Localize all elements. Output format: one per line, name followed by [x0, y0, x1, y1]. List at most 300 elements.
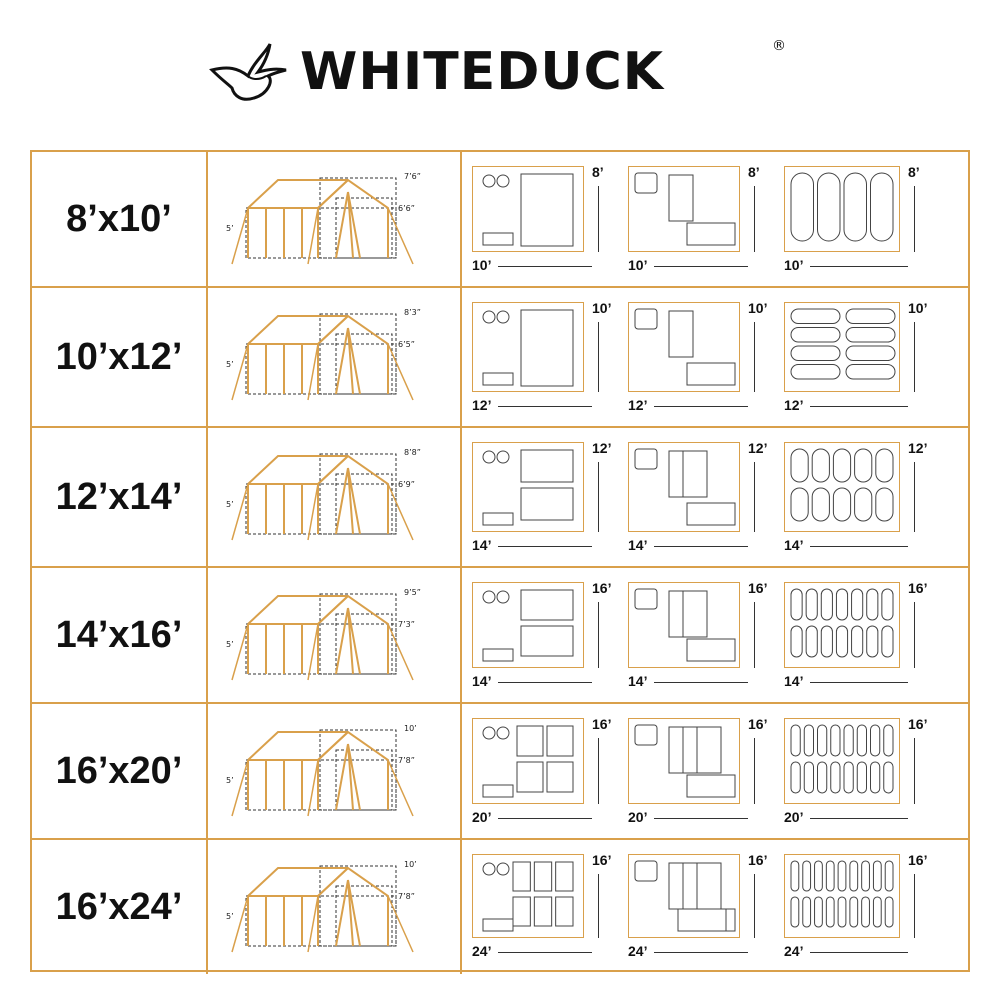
depth-dimension-line — [598, 322, 599, 392]
sleeping-bag — [873, 861, 881, 891]
depth-label: 16’ — [748, 852, 768, 868]
tent-diagram-cell — [208, 428, 462, 566]
width-dimension-line — [654, 952, 748, 953]
cot — [687, 223, 735, 245]
floor-plan-layout — [473, 583, 585, 669]
size-row — [32, 568, 968, 704]
door-height-label: 6’9” — [398, 480, 415, 489]
depth-label: 16’ — [748, 580, 768, 596]
floor-plan-layout — [785, 855, 901, 939]
peak-height-label: 8’3” — [404, 308, 421, 317]
width-label: 20’ — [472, 809, 492, 825]
depth-label: 16’ — [592, 852, 612, 868]
cot — [669, 175, 693, 221]
floor-plan-bags — [784, 568, 930, 704]
floor-plan-box — [784, 854, 900, 938]
width-label: 10’ — [784, 257, 804, 273]
sleeping-bag — [826, 897, 834, 927]
width-label: 24’ — [784, 943, 804, 959]
depth-dimension-line — [598, 738, 599, 804]
floor-plan-box — [472, 302, 584, 392]
depth-dimension-line — [754, 874, 755, 938]
floor-plan-box — [628, 854, 740, 938]
floor-plan-layout — [473, 303, 585, 393]
bed — [534, 897, 551, 926]
chair — [483, 175, 495, 187]
sleeping-bag — [885, 861, 893, 891]
wall-height-label: 5’ — [226, 640, 234, 649]
chair — [497, 591, 509, 603]
table — [483, 373, 513, 385]
sleeping-bag — [857, 762, 866, 793]
bed — [521, 590, 573, 620]
sleeping-bag — [791, 488, 808, 521]
width-label: 10’ — [628, 257, 648, 273]
depth-label: 12’ — [748, 440, 768, 456]
depth-label: 16’ — [908, 852, 928, 868]
depth-dimension-line — [598, 462, 599, 532]
sleeping-bag — [838, 861, 846, 891]
bed — [521, 450, 573, 482]
sleeping-bag — [846, 309, 895, 324]
floor-plan-layout — [785, 443, 901, 533]
sleeping-bag — [818, 725, 827, 756]
width-dimension-line — [498, 952, 592, 953]
floor-plan-beds — [472, 568, 614, 704]
floor-plan-layout — [629, 583, 741, 669]
depth-dimension-line — [754, 186, 755, 252]
floor-plans-cell — [462, 568, 968, 702]
tent-guy-lines — [232, 344, 413, 400]
cot — [678, 909, 726, 931]
cot — [697, 863, 721, 909]
floor-plan-layout — [785, 303, 901, 393]
floor-plan-beds — [472, 152, 614, 288]
floor-plans-cell — [462, 840, 968, 974]
tent-diagram-cell — [208, 704, 462, 838]
width-label: 14’ — [472, 537, 492, 553]
sleeping-bag — [855, 449, 872, 482]
sleeping-bag — [804, 725, 813, 756]
tent-size-label: 10’x12’ — [32, 288, 208, 426]
floor-plan-bags — [784, 428, 930, 568]
chair — [483, 451, 495, 463]
chair — [497, 451, 509, 463]
sleeping-bag — [850, 861, 858, 891]
width-dimension-line — [810, 818, 908, 819]
stove — [635, 725, 657, 745]
tent-diagram-cell — [208, 152, 462, 286]
floor-plan-box — [472, 718, 584, 804]
width-dimension-line — [654, 818, 748, 819]
peak-height-label: 10’ — [404, 860, 417, 869]
bed — [517, 726, 543, 756]
floor-plan-layout — [629, 719, 741, 805]
width-dimension-line — [654, 682, 748, 683]
sleeping-bag — [846, 328, 895, 343]
sleeping-bag — [791, 173, 814, 241]
sleeping-bag — [831, 725, 840, 756]
cot — [683, 591, 707, 637]
tent-door — [336, 328, 360, 394]
sleeping-bag — [791, 346, 840, 361]
sleeping-bag — [791, 626, 802, 657]
bed — [521, 174, 573, 246]
sleeping-bag — [857, 725, 866, 756]
door-height-label: 7’8” — [398, 756, 415, 765]
width-label: 24’ — [472, 943, 492, 959]
sleeping-bag — [831, 762, 840, 793]
sleeping-bag — [791, 861, 799, 891]
floor-plans-cell — [462, 288, 968, 426]
tent-door — [336, 744, 360, 810]
depth-dimension-line — [914, 738, 915, 804]
sleeping-bag — [791, 449, 808, 482]
depth-dimension-line — [598, 874, 599, 938]
bed — [521, 626, 573, 656]
size-row — [32, 428, 968, 568]
sleeping-bag — [871, 173, 894, 241]
width-dimension-line — [654, 546, 748, 547]
wall-height-guide — [246, 484, 396, 534]
sleeping-bag — [846, 346, 895, 361]
stove — [635, 449, 657, 469]
wall-height-label: 5’ — [226, 912, 234, 921]
sleeping-bag — [867, 626, 878, 657]
sleeping-bag — [876, 488, 893, 521]
floor-plan-bags — [784, 288, 930, 428]
sleeping-bag — [804, 762, 813, 793]
floor-plans-cell — [462, 428, 968, 566]
stove — [635, 173, 657, 193]
width-dimension-line — [810, 682, 908, 683]
width-label: 24’ — [628, 943, 648, 959]
table — [483, 649, 513, 661]
door-height-label: 7’3” — [398, 620, 415, 629]
sleeping-bag — [873, 897, 881, 927]
tent-door — [336, 468, 360, 534]
table — [483, 513, 513, 525]
width-label: 14’ — [472, 673, 492, 689]
floor-plan-cots — [628, 840, 770, 974]
floor-plan-box — [628, 302, 740, 392]
bed — [521, 488, 573, 520]
wall-height-guide — [246, 624, 396, 674]
depth-label: 10’ — [592, 300, 612, 316]
sleeping-bag — [826, 861, 834, 891]
tent-diagram-cell — [208, 288, 462, 426]
tent-size-label: 8’x10’ — [32, 152, 208, 286]
floor-plans-cell — [462, 704, 968, 838]
cot — [683, 451, 707, 497]
floor-plan-box — [472, 166, 584, 252]
floor-plan-box — [472, 582, 584, 668]
depth-dimension-line — [914, 602, 915, 668]
sleeping-bag — [846, 365, 895, 380]
floor-plan-beds — [472, 428, 614, 568]
floor-plan-beds — [472, 704, 614, 840]
floor-plan-layout — [785, 719, 901, 805]
table — [483, 233, 513, 245]
depth-dimension-line — [754, 462, 755, 532]
floor-plan-cots — [628, 704, 770, 840]
width-label: 20’ — [784, 809, 804, 825]
floor-plan-box — [628, 442, 740, 532]
tent-door — [336, 192, 360, 258]
sleeping-bag — [791, 328, 840, 343]
depth-label: 16’ — [908, 716, 928, 732]
width-label: 14’ — [784, 673, 804, 689]
sleeping-bag — [833, 449, 850, 482]
floor-plan-layout — [785, 583, 901, 669]
sleeping-bag — [821, 589, 832, 620]
tent-door — [336, 880, 360, 946]
bed — [513, 862, 530, 891]
width-dimension-line — [498, 266, 592, 267]
chair — [497, 175, 509, 187]
depth-dimension-line — [754, 738, 755, 804]
floor-plan-box — [784, 302, 900, 392]
tent-guy-lines — [232, 760, 413, 816]
depth-label: 12’ — [592, 440, 612, 456]
floor-plan-box — [472, 854, 584, 938]
sleeping-bag — [833, 488, 850, 521]
floor-plan-beds — [472, 288, 614, 428]
door-height-label: 6’5” — [398, 340, 415, 349]
table — [483, 785, 513, 797]
floor-plan-box — [628, 166, 740, 252]
floor-plan-layout — [629, 855, 741, 939]
sleeping-bag — [803, 897, 811, 927]
wall-height-guide — [246, 344, 396, 394]
wall-height-label: 5’ — [226, 776, 234, 785]
floor-plan-box — [784, 442, 900, 532]
width-dimension-line — [498, 682, 592, 683]
sleeping-bag — [867, 589, 878, 620]
width-dimension-line — [654, 406, 748, 407]
tent-size-label: 14’x16’ — [32, 568, 208, 702]
tent-guy-lines — [232, 208, 413, 264]
width-dimension-line — [498, 546, 592, 547]
depth-label: 16’ — [592, 580, 612, 596]
sleeping-bag — [850, 897, 858, 927]
stove — [635, 861, 657, 881]
chair — [497, 311, 509, 323]
depth-dimension-line — [754, 602, 755, 668]
tent-guy-lines — [232, 484, 413, 540]
wall-height-guide — [246, 896, 396, 946]
sleeping-bag — [791, 589, 802, 620]
bed — [556, 897, 573, 926]
floor-plan-box — [628, 718, 740, 804]
depth-label: 8’ — [748, 164, 760, 180]
floor-plan-cots — [628, 288, 770, 428]
cot — [687, 639, 735, 661]
sleeping-bag — [844, 762, 853, 793]
cot — [669, 311, 693, 357]
peak-height-label: 8’8” — [404, 448, 421, 457]
sleeping-bag — [884, 762, 893, 793]
width-label: 20’ — [628, 809, 648, 825]
sleeping-bag — [884, 725, 893, 756]
wall-height-guide — [246, 760, 396, 810]
tent-guy-lines — [232, 896, 413, 952]
width-label: 14’ — [628, 673, 648, 689]
bed — [521, 310, 573, 386]
sleeping-bag — [838, 897, 846, 927]
sleeping-bag — [882, 589, 893, 620]
chair — [497, 863, 509, 875]
sleeping-bag — [862, 897, 870, 927]
sleeping-bag — [806, 626, 817, 657]
floor-plan-layout — [785, 167, 901, 253]
width-label: 12’ — [472, 397, 492, 413]
cot — [687, 363, 735, 385]
depth-label: 10’ — [748, 300, 768, 316]
size-row — [32, 152, 968, 288]
floor-plan-box — [784, 718, 900, 804]
chair — [483, 591, 495, 603]
size-chart-table — [30, 150, 970, 972]
floor-plan-bags — [784, 152, 930, 288]
sleeping-bag — [871, 762, 880, 793]
floor-plan-cots — [628, 568, 770, 704]
sleeping-bag — [885, 897, 893, 927]
floor-plan-cots — [628, 428, 770, 568]
bed — [534, 862, 551, 891]
tent-diagram-cell — [208, 568, 462, 702]
tent-size-label: 16’x24’ — [32, 840, 208, 974]
sleeping-bag — [791, 365, 840, 380]
bed — [517, 762, 543, 792]
width-label: 12’ — [784, 397, 804, 413]
sleeping-bag — [871, 725, 880, 756]
width-label: 14’ — [628, 537, 648, 553]
floor-plan-cots — [628, 152, 770, 288]
stove — [635, 309, 657, 329]
depth-label: 12’ — [908, 440, 928, 456]
tent-door — [336, 608, 360, 674]
wall-height-guide — [246, 208, 396, 258]
floor-plan-beds — [472, 840, 614, 974]
wall-height-label: 5’ — [226, 360, 234, 369]
sleeping-bag — [791, 897, 799, 927]
chair — [483, 863, 495, 875]
depth-label: 8’ — [908, 164, 920, 180]
depth-label: 8’ — [592, 164, 604, 180]
sleeping-bag — [815, 861, 823, 891]
sleeping-bag — [818, 762, 827, 793]
sleeping-bag — [818, 173, 841, 241]
width-dimension-line — [810, 952, 908, 953]
width-dimension-line — [810, 546, 908, 547]
floor-plan-box — [472, 442, 584, 532]
floor-plan-box — [784, 166, 900, 252]
depth-dimension-line — [914, 874, 915, 938]
width-dimension-line — [498, 406, 592, 407]
bed — [556, 862, 573, 891]
width-label: 14’ — [784, 537, 804, 553]
peak-height-label: 9’5” — [404, 588, 421, 597]
depth-dimension-line — [598, 186, 599, 252]
sleeping-bag — [806, 589, 817, 620]
size-row — [32, 840, 968, 974]
sleeping-bag — [844, 725, 853, 756]
floor-plan-layout — [629, 167, 741, 253]
sleeping-bag — [882, 626, 893, 657]
brand-header — [0, 30, 1000, 120]
size-row — [32, 704, 968, 840]
width-dimension-line — [810, 266, 908, 267]
cot — [687, 775, 735, 797]
peak-height-label: 7’6” — [404, 172, 421, 181]
floor-plan-box — [628, 582, 740, 668]
chair — [497, 727, 509, 739]
floor-plan-layout — [473, 167, 585, 253]
size-row — [32, 288, 968, 428]
sleeping-bag — [852, 589, 863, 620]
floor-plan-layout — [629, 443, 741, 533]
chair — [483, 727, 495, 739]
sleeping-bag — [855, 488, 872, 521]
depth-dimension-line — [914, 462, 915, 532]
depth-label: 10’ — [908, 300, 928, 316]
depth-dimension-line — [598, 602, 599, 668]
sleeping-bag — [791, 309, 840, 324]
tent-size-label: 16’x20’ — [32, 704, 208, 838]
bed — [547, 762, 573, 792]
floor-plan-box — [784, 582, 900, 668]
depth-dimension-line — [914, 186, 915, 252]
tent-diagram-cell — [208, 840, 462, 974]
peak-height-label: 10’ — [404, 724, 417, 733]
sleeping-bag — [803, 861, 811, 891]
floor-plans-cell — [462, 152, 968, 286]
sleeping-bag — [812, 449, 829, 482]
floor-plan-bags — [784, 704, 930, 840]
width-dimension-line — [810, 406, 908, 407]
floor-plan-layout — [629, 303, 741, 393]
registered-mark: ® — [772, 38, 786, 54]
floor-plan-layout — [473, 443, 585, 533]
sleeping-bag — [812, 488, 829, 521]
sleeping-bag — [836, 626, 847, 657]
wall-height-label: 5’ — [226, 224, 234, 233]
depth-label: 16’ — [592, 716, 612, 732]
door-height-label: 6’6” — [398, 204, 415, 213]
stove — [635, 589, 657, 609]
duck-logo-icon — [208, 40, 296, 104]
depth-label: 16’ — [748, 716, 768, 732]
bed — [547, 726, 573, 756]
cot — [697, 727, 721, 773]
sleeping-bag — [791, 762, 800, 793]
width-dimension-line — [654, 266, 748, 267]
tent-size-label: 12’x14’ — [32, 428, 208, 566]
brand-name: WHITEDUCK — [300, 42, 665, 102]
sleeping-bag — [852, 626, 863, 657]
chair — [483, 311, 495, 323]
depth-label: 16’ — [908, 580, 928, 596]
table — [483, 919, 513, 931]
tent-guy-lines — [232, 624, 413, 680]
sleeping-bag — [876, 449, 893, 482]
width-label: 10’ — [472, 257, 492, 273]
sleeping-bag — [836, 589, 847, 620]
depth-dimension-line — [754, 322, 755, 392]
floor-plan-layout — [473, 719, 585, 805]
sleeping-bag — [844, 173, 867, 241]
